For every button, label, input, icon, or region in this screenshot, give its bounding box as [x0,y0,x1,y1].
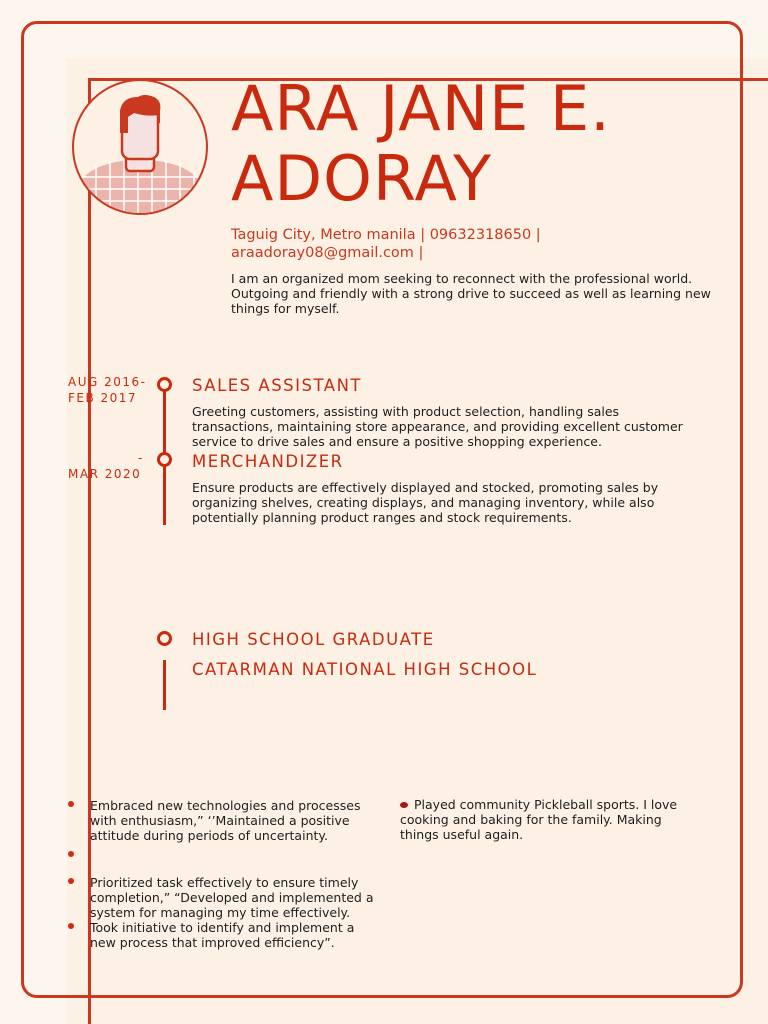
bullet-icon [400,802,408,808]
hobbies-text: Played community Pickleball sports. I love cooking and baking for the family. Making things useful again. [400,797,678,842]
skill-text: Took initiative to identify and implement a new process that improved efficiency”. [90,920,355,950]
bullet-icon [68,801,74,807]
bullet-icon [68,923,74,929]
candidate-name [231,74,711,214]
date-sales-end: FEB 2017 [68,391,138,405]
bullet-icon [68,851,74,857]
job-desc-sales: Greeting customers, assisting with product selection, handling sales transactions, maintaining store appearance, and providing excellent customer service to drive sales and ensure a positive shopping experience. [192,404,683,449]
job-title-merch: MERCHANDIZER [192,452,344,471]
job-desc-merch: Ensure products are effectively displayed and stocked, promoting sales by organizing shelves, creating displays, and managing inventory, while also potentially planning product ranges and stock requirements. [192,480,659,525]
timeline-node-education [157,631,172,646]
timeline-node-merch [157,452,172,467]
skill-text: Embraced new technologies and processes with enthusiasm,” ‘’Maintained a positive attitude during periods of uncertainty. [90,798,361,843]
contact-line-2: araadoray08@gmail.com | [231,245,424,261]
contact-line-1: Taguig City, Metro manila | 09632318650 | [231,227,541,243]
date-merch-start: - [138,451,144,465]
job-title-sales: SALES ASSISTANT [192,376,362,395]
list-item [68,875,378,920]
list-item [68,798,378,843]
timeline-node-sales [157,377,172,392]
avatar [72,79,208,215]
education-school: CATARMAN NATIONAL HIGH SCHOOL [192,660,538,679]
person-icon [74,81,206,213]
name-line-2: ADORAY [231,142,492,215]
list-item [68,920,378,950]
education-timeline-line [163,660,166,710]
summary-text: I am an organized mom seeking to reconnect with the professional world. Outgoing and friendly with a strong drive to succeed as well as learning new things for myself. [231,271,711,316]
contact-info [231,226,611,262]
list-item [68,845,378,875]
education-degree: HIGH SCHOOL GRADUATE [192,630,435,649]
bullet-icon [68,878,74,884]
skills-list [68,798,378,950]
name-line-1: ARA JANE E. [231,72,611,145]
skill-text: Prioritized task effectively to ensure timely completion,” “Developed and implemented a system for managing my time effectively. [90,875,374,920]
hobbies [400,797,700,842]
date-merch-end: MAR 2020 [68,467,142,481]
date-sales-start: AUG 2016- [68,375,147,389]
